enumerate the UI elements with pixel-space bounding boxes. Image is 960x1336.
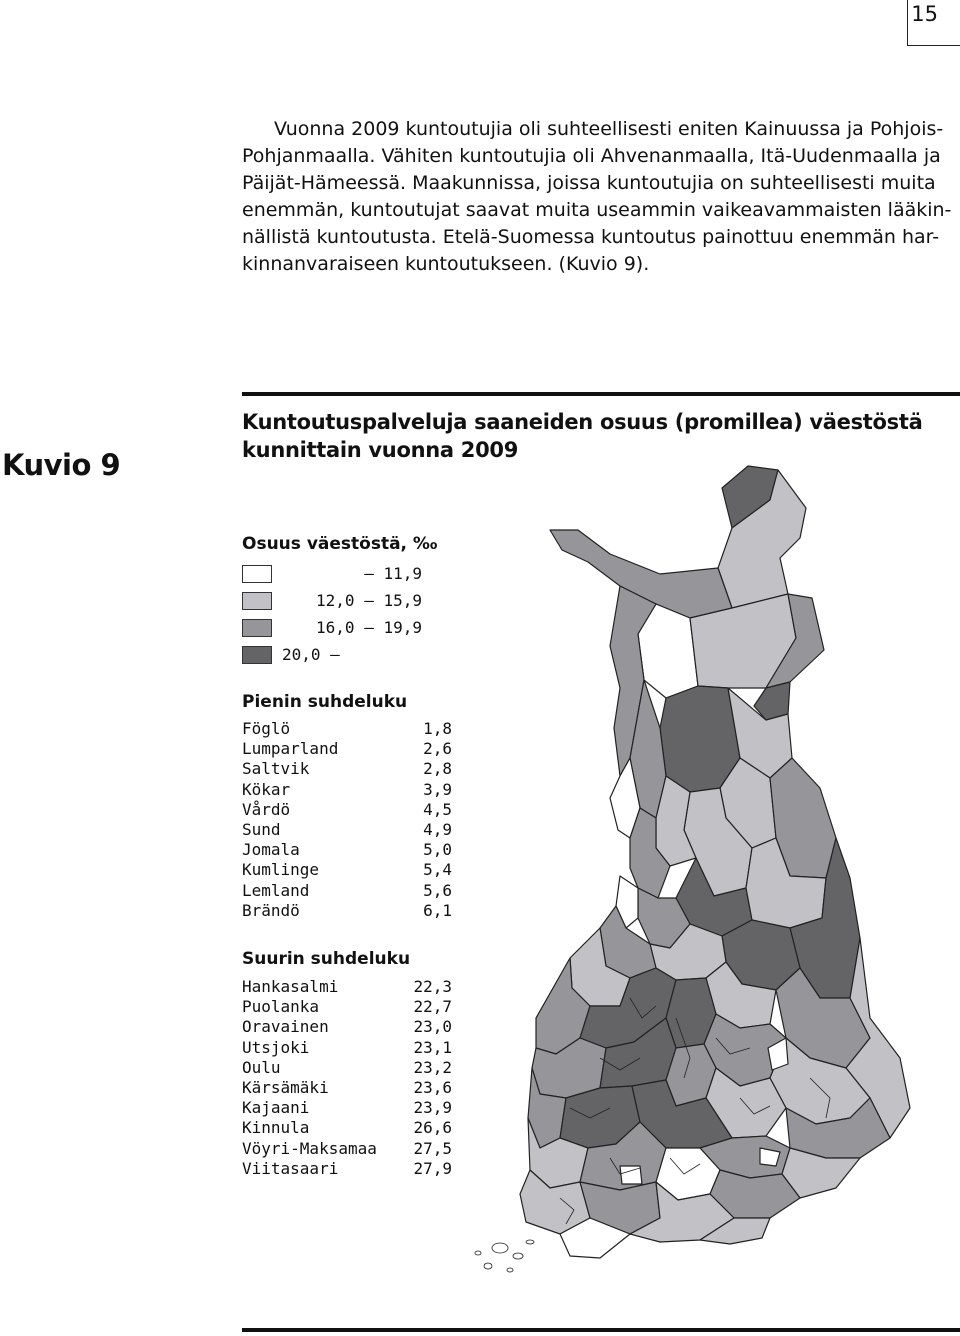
ratio-value: 6,1 bbox=[423, 900, 452, 920]
municipality-name: Kärsämäki bbox=[242, 1077, 329, 1097]
figure-title: Kuntoutuspalveluja saaneiden osuus (promillea) väestöstä kunnittain vuonna 2009 bbox=[242, 410, 923, 462]
legend-swatch bbox=[242, 646, 272, 664]
figure-label: Kuvio 9 bbox=[2, 448, 121, 482]
table-row bbox=[242, 759, 452, 779]
table-row bbox=[242, 800, 452, 820]
figure-top-rule bbox=[242, 392, 960, 396]
intro-line: Päijät-Hämeessä. Maakunnissa, joissa kuntoutujia on suhteellisesti muita bbox=[242, 172, 936, 194]
municipality-name: Vårdö bbox=[242, 799, 291, 819]
table-row bbox=[242, 1017, 452, 1037]
intro-line: Vuonna 2009 kuntoutujia oli suhteellisesti eniten Kainuussa ja Pohjois- bbox=[274, 118, 944, 140]
island-aland bbox=[513, 1253, 523, 1259]
ratio-value: 4,5 bbox=[423, 799, 452, 819]
table-row bbox=[242, 977, 452, 997]
table-row bbox=[242, 860, 452, 880]
largest-title: Suurin suhdeluku bbox=[242, 949, 411, 969]
municipality-name: Brändö bbox=[242, 900, 300, 920]
municipality-name: Oulu bbox=[242, 1057, 281, 1077]
table-row bbox=[242, 840, 452, 860]
ratio-value: 5,0 bbox=[423, 840, 452, 860]
page-number: 15 bbox=[911, 2, 938, 26]
largest-table bbox=[242, 977, 452, 1179]
ratio-value: 26,6 bbox=[413, 1118, 452, 1138]
smallest-title: Pienin suhdeluku bbox=[242, 692, 408, 712]
legend-swatch bbox=[242, 592, 272, 610]
island-aland bbox=[475, 1251, 481, 1255]
island-aland bbox=[484, 1263, 492, 1269]
municipality-name: Vöyri-Maksamaa bbox=[242, 1138, 377, 1158]
ratio-value: 23,9 bbox=[413, 1098, 452, 1118]
table-row bbox=[242, 820, 452, 840]
table-row bbox=[242, 1118, 452, 1138]
table-row bbox=[242, 719, 452, 739]
intro-line: enemmän, kuntoutujat saavat muita useammin vaikeavammaisten lääkin- bbox=[242, 199, 952, 221]
ratio-value: 23,1 bbox=[413, 1037, 452, 1057]
legend-label: 20,0 – bbox=[282, 645, 340, 664]
table-row bbox=[242, 1058, 452, 1078]
ratio-value: 1,8 bbox=[423, 719, 452, 738]
ratio-value: 23,6 bbox=[413, 1077, 452, 1097]
table-row bbox=[242, 1139, 452, 1159]
municipality-name: Hankasalmi bbox=[242, 977, 339, 996]
table-row bbox=[242, 881, 452, 901]
table-row bbox=[242, 901, 452, 921]
island-aland bbox=[507, 1268, 513, 1272]
table-row bbox=[242, 1159, 452, 1179]
municipality-name: Kinnula bbox=[242, 1118, 310, 1138]
table-row bbox=[242, 997, 452, 1017]
ratio-value: 5,6 bbox=[423, 880, 452, 900]
municipality-name: Saltvik bbox=[242, 759, 310, 779]
intro-line: Pohjanmaalla. Vähiten kuntoutujia oli Ahvenanmaalla, Itä-Uudenmaalla ja bbox=[242, 145, 941, 167]
municipality-name: Sund bbox=[242, 819, 281, 839]
ratio-value: 22,7 bbox=[413, 997, 452, 1017]
municipality-name: Oravainen bbox=[242, 1017, 329, 1037]
table-row bbox=[242, 739, 452, 759]
island-aland bbox=[492, 1243, 508, 1253]
legend-label: 16,0 – 19,9 bbox=[316, 618, 422, 637]
intro-line: nällistä kuntoutusta. Etelä-Suomessa kuntoutus painottuu enemmän har- bbox=[242, 226, 940, 248]
ratio-value: 23,2 bbox=[413, 1057, 452, 1077]
ratio-value: 27,5 bbox=[413, 1138, 452, 1158]
legend-title: Osuus väestöstä, ‰ bbox=[242, 534, 438, 554]
municipality-name: Kajaani bbox=[242, 1098, 310, 1118]
intro-line: kinnanvaraiseen kuntoutukseen. (Kuvio 9). bbox=[242, 253, 650, 275]
municipality-name: Föglö bbox=[242, 719, 291, 738]
municipality-name: Lemland bbox=[242, 880, 310, 900]
ratio-value: 27,9 bbox=[413, 1158, 452, 1178]
ratio-value: 4,9 bbox=[423, 819, 452, 839]
municipality-name: Puolanka bbox=[242, 997, 320, 1017]
ratio-value: 2,6 bbox=[423, 739, 452, 759]
legend-swatch bbox=[242, 565, 272, 583]
table-row bbox=[242, 1098, 452, 1118]
ratio-value: 23,0 bbox=[413, 1017, 452, 1037]
ratio-value: 5,4 bbox=[423, 860, 452, 880]
island-aland bbox=[526, 1240, 534, 1244]
intro-paragraph bbox=[242, 116, 954, 278]
municipality-name: Viitasaari bbox=[242, 1158, 339, 1178]
municipality-name: Lumparland bbox=[242, 739, 339, 759]
municipality-name: Kumlinge bbox=[242, 860, 320, 880]
figure-bottom-rule bbox=[242, 1328, 960, 1332]
table-row bbox=[242, 780, 452, 800]
legend-label: – 11,9 bbox=[364, 564, 422, 583]
municipality-name: Jomala bbox=[242, 840, 300, 860]
corner-rule-horizontal bbox=[908, 45, 960, 46]
ratio-value: 22,3 bbox=[413, 977, 452, 996]
smallest-table bbox=[242, 719, 452, 921]
finland-municipality-map bbox=[470, 458, 960, 1293]
municipality-name: Utsjoki bbox=[242, 1037, 310, 1057]
ratio-value: 3,9 bbox=[423, 779, 452, 799]
legend-swatch bbox=[242, 619, 272, 637]
municipality-name: Kökar bbox=[242, 779, 291, 799]
ratio-value: 2,8 bbox=[423, 759, 452, 779]
corner-rule-vertical bbox=[907, 0, 908, 46]
table-row bbox=[242, 1078, 452, 1098]
legend-label: 12,0 – 15,9 bbox=[316, 591, 422, 610]
table-row bbox=[242, 1038, 452, 1058]
